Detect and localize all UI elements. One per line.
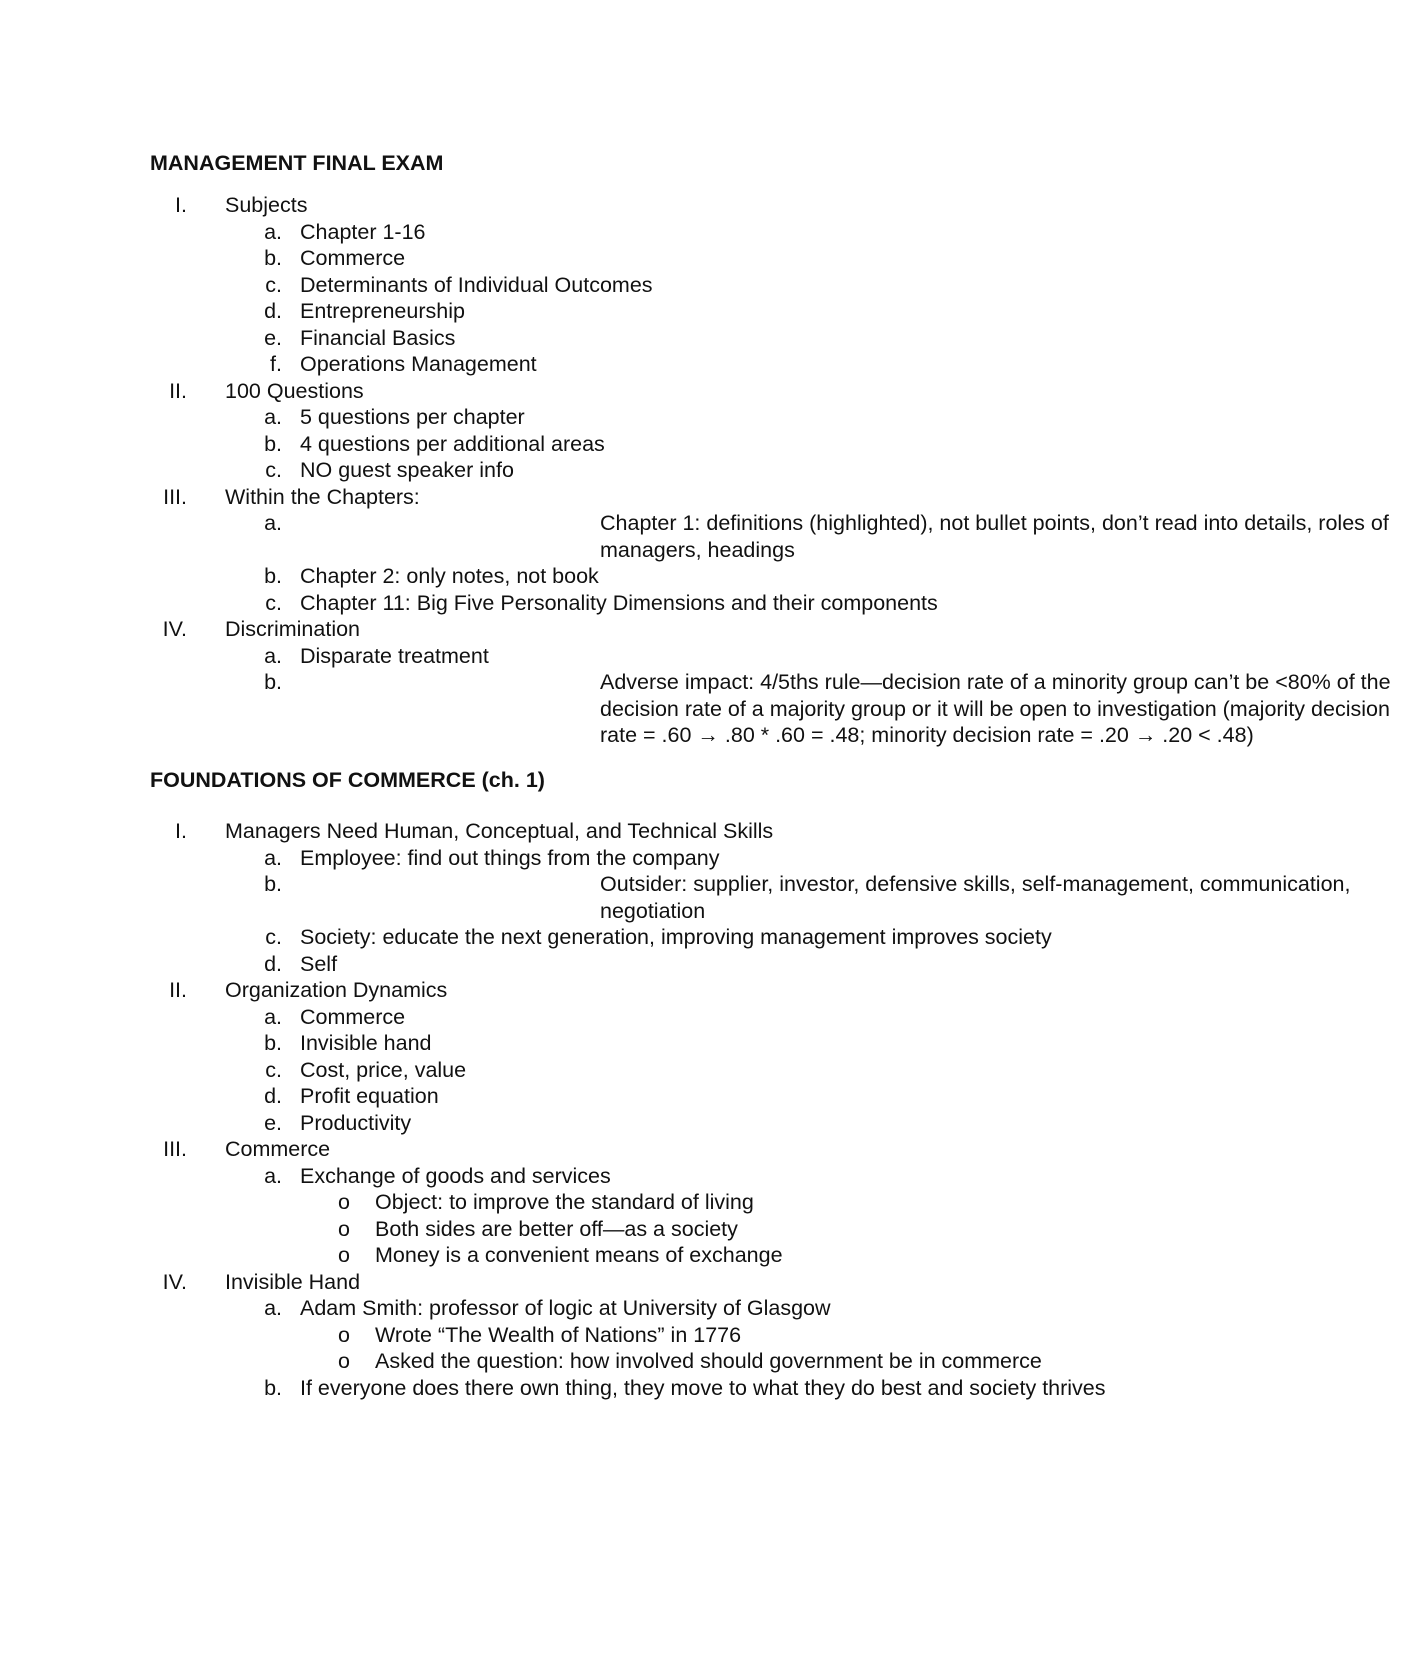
item-text: Financial Basics xyxy=(300,325,456,350)
list-marker: a. xyxy=(264,1163,282,1188)
item-text: Wrote “The Wealth of Nations” in 1776 xyxy=(375,1322,742,1347)
outline-subitem xyxy=(0,510,1389,563)
item-text: Adam Smith: professor of logic at University of Glasgow xyxy=(300,1296,831,1320)
outline-subitem xyxy=(0,245,1280,272)
outline-subitem xyxy=(0,298,1280,325)
outline-item xyxy=(0,484,1280,511)
outline-subitem xyxy=(0,1375,1280,1402)
item-text: Profit equation xyxy=(300,1084,439,1108)
outline-subitem xyxy=(0,845,1280,872)
outline-subitem xyxy=(0,563,1280,590)
outline-bullet xyxy=(0,1242,1280,1269)
list-marker: f. xyxy=(270,352,282,376)
outline-subitem xyxy=(0,1083,1280,1110)
item-text: Chapter 1: definitions (highlighted), not bullet points, don’t read into details, roles of managers, headings xyxy=(600,511,1389,562)
item-text: Outsider: supplier, investor, defensive skills, self-management, communication, negotiation xyxy=(600,872,1351,923)
item-text: Both sides are better off—as a society xyxy=(375,1216,738,1241)
outline-subitem xyxy=(0,1057,1280,1084)
list-marker: III. xyxy=(163,1137,187,1161)
item-text: Productivity xyxy=(300,1110,412,1135)
bullet-marker: o xyxy=(338,1322,350,1347)
list-marker: b. xyxy=(264,670,282,694)
outline-subitem xyxy=(0,1163,1280,1190)
outline-subitem xyxy=(0,590,1280,617)
list-marker: II. xyxy=(169,378,187,403)
outline-item xyxy=(0,977,1280,1004)
list-marker: b. xyxy=(264,872,282,896)
item-text: Discrimination xyxy=(225,617,361,641)
item-text: Self xyxy=(300,951,338,976)
list-marker: IV. xyxy=(162,1269,187,1294)
outline-subitem xyxy=(0,272,1280,299)
item-text: Asked the question: how involved should government be in commerce xyxy=(375,1349,1042,1373)
list-marker: b. xyxy=(264,431,282,456)
item-text: Cost, price, value xyxy=(300,1057,467,1082)
list-marker: b. xyxy=(264,564,282,588)
outline-subitem xyxy=(0,669,1391,749)
section-title-foundations: FOUNDATIONS OF COMMERCE (ch. 1) xyxy=(150,768,545,792)
item-text: Managers Need Human, Conceptual, and Technical Skills xyxy=(225,819,774,843)
outline-bullet xyxy=(0,1189,1280,1216)
item-text: Entrepreneurship xyxy=(300,299,465,323)
outline-subitem xyxy=(0,871,1351,924)
item-text: Commerce xyxy=(300,1004,406,1029)
list-marker: b. xyxy=(264,246,282,270)
list-marker: a. xyxy=(264,511,282,535)
list-marker: a. xyxy=(264,405,282,429)
list-marker: a. xyxy=(264,845,282,870)
item-text: 5 questions per chapter xyxy=(300,405,525,429)
bullet-marker: o xyxy=(338,1216,350,1241)
item-text: Disparate treatment xyxy=(300,643,489,668)
list-marker: b. xyxy=(264,1031,282,1055)
item-text: Money is a convenient means of exchange xyxy=(375,1243,783,1267)
outline-subitem xyxy=(0,1030,1280,1057)
item-text: Subjects xyxy=(225,193,308,217)
item-text: Chapter 2: only notes, not book xyxy=(300,564,599,588)
item-text: Adverse impact: 4/5ths rule—decision rate of a minority group can’t be <80% of the decision rate of a majority group or it will be open to investigation (majority decision rate = .60 → .80 * .60 = .48; minority decision rate = .20 → .20 < .48) xyxy=(600,670,1391,747)
outline-item xyxy=(0,1269,1280,1296)
outline-subitem xyxy=(0,431,1280,458)
list-marker: a. xyxy=(264,643,282,668)
item-text: Exchange of goods and services xyxy=(300,1163,611,1188)
item-text: NO guest speaker info xyxy=(300,458,514,482)
list-marker: c. xyxy=(265,458,282,482)
item-text: Determinants of Individual Outcomes xyxy=(300,272,653,297)
item-text: Employee: find out things from the company xyxy=(300,845,720,870)
outline-item xyxy=(0,1136,1280,1163)
outline-item xyxy=(0,192,1280,219)
item-text: Organization Dynamics xyxy=(225,978,448,1002)
item-text: Invisible Hand xyxy=(225,1269,361,1294)
outline-subitem xyxy=(0,351,1280,378)
outline-subitem xyxy=(0,643,1280,670)
outline-item xyxy=(0,616,1280,643)
item-text: Invisible hand xyxy=(300,1031,432,1055)
item-text: 100 Questions xyxy=(225,378,364,403)
list-marker: I. xyxy=(175,193,187,217)
outline-subitem xyxy=(0,404,1280,431)
list-marker: a. xyxy=(264,1296,282,1320)
section-title-final-exam: MANAGEMENT FINAL EXAM xyxy=(150,151,444,175)
bullet-marker: o xyxy=(338,1190,350,1214)
list-marker: c. xyxy=(265,925,282,949)
outline-bullet xyxy=(0,1322,1280,1349)
outline-subitem xyxy=(0,325,1280,352)
final-exam-outline xyxy=(0,192,1391,749)
list-marker: III. xyxy=(163,484,187,509)
item-text: Operations Management xyxy=(300,352,537,376)
list-marker: IV. xyxy=(162,617,187,641)
list-marker: c. xyxy=(265,1057,282,1082)
item-text: Chapter 11: Big Five Personality Dimensions and their components xyxy=(300,590,938,615)
item-text: Society: educate the next generation, improving management improves society xyxy=(300,925,1052,949)
item-text: If everyone does there own thing, they move to what they do best and society thrives xyxy=(300,1375,1106,1400)
list-marker: I. xyxy=(175,819,187,843)
list-marker: e. xyxy=(264,325,282,350)
outline-bullet xyxy=(0,1348,1280,1375)
list-marker: b. xyxy=(264,1375,282,1400)
item-text: Commerce xyxy=(300,246,406,270)
foundations-outline xyxy=(0,818,1351,1401)
list-marker: a. xyxy=(264,219,282,244)
item-text: Chapter 1-16 xyxy=(300,219,426,244)
list-marker: a. xyxy=(264,1004,282,1029)
outline-subitem xyxy=(0,924,1280,951)
outline-subitem xyxy=(0,219,1280,246)
outline-subitem xyxy=(0,1004,1280,1031)
list-marker: d. xyxy=(264,299,282,323)
outline-subitem xyxy=(0,457,1280,484)
list-marker: d. xyxy=(264,1084,282,1108)
list-marker: c. xyxy=(265,272,282,297)
outline-subitem xyxy=(0,1295,1280,1322)
outline-subitem xyxy=(0,951,1280,978)
list-marker: e. xyxy=(264,1110,282,1135)
item-text: 4 questions per additional areas xyxy=(300,431,605,456)
outline-item xyxy=(0,818,1280,845)
list-marker: c. xyxy=(265,590,282,615)
bullet-marker: o xyxy=(338,1349,350,1373)
bullet-marker: o xyxy=(338,1243,350,1267)
item-text: Within the Chapters: xyxy=(225,484,420,509)
list-marker: d. xyxy=(264,951,282,976)
outline-subitem xyxy=(0,1110,1280,1137)
list-marker: II. xyxy=(169,978,187,1002)
outline-item xyxy=(0,378,1280,405)
item-text: Object: to improve the standard of living xyxy=(375,1190,754,1214)
outline-bullet xyxy=(0,1216,1280,1243)
item-text: Commerce xyxy=(225,1137,331,1161)
